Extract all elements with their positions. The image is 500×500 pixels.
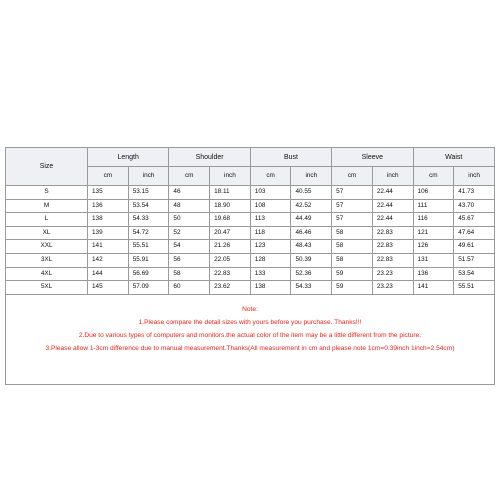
measurement-cell: 48 [169, 199, 210, 213]
measurement-cell: 56.69 [128, 267, 169, 281]
measurement-cell: 22.05 [210, 253, 251, 267]
measurement-cell: 22.44 [372, 199, 413, 213]
measurement-cell: 57 [332, 199, 373, 213]
table-row [6, 267, 495, 281]
table-row [6, 186, 495, 200]
measurement-cell: 141 [413, 281, 454, 295]
measurement-cell: 123 [250, 240, 291, 254]
measurement-cell: 18.11 [210, 186, 251, 200]
table-row [6, 213, 495, 227]
measurement-cell: 18.90 [210, 199, 251, 213]
size-cell: 5XL [6, 281, 88, 295]
measurement-cell: 116 [413, 213, 454, 227]
measurement-cell: 136 [88, 199, 129, 213]
measurement-cell: 44.49 [291, 213, 332, 227]
size-chart-table [5, 147, 495, 385]
unit-inch: inch [372, 167, 413, 186]
measurement-cell: 54.33 [291, 281, 332, 295]
measurement-cell: 19.68 [210, 213, 251, 227]
measurement-cell: 60 [169, 281, 210, 295]
notes-cell [6, 294, 495, 384]
measurement-cell: 22.83 [372, 226, 413, 240]
measurement-cell: 142 [88, 253, 129, 267]
unit-inch: inch [210, 167, 251, 186]
measurement-cell: 128 [250, 253, 291, 267]
shoulder-header: Shoulder [169, 148, 250, 167]
waist-header: Waist [413, 148, 494, 167]
measurement-cell: 145 [88, 281, 129, 295]
measurement-cell: 22.83 [372, 253, 413, 267]
measurement-cell: 138 [250, 281, 291, 295]
size-cell: XXL [6, 240, 88, 254]
measurement-cell: 23.23 [372, 281, 413, 295]
measurement-cell: 46.46 [291, 226, 332, 240]
measurement-cell: 144 [88, 267, 129, 281]
unit-cm: cm [88, 167, 129, 186]
size-cell: S [6, 186, 88, 200]
measurement-cell: 54 [169, 240, 210, 254]
measurement-cell: 58 [169, 267, 210, 281]
measurement-cell: 41.73 [454, 186, 495, 200]
measurement-cell: 135 [88, 186, 129, 200]
measurement-cell: 113 [250, 213, 291, 227]
table-row [6, 240, 495, 254]
unit-inch: inch [291, 167, 332, 186]
note-line-3: 3.Please allow 1-3cm difference due to manual measurement.Thanks(All measurement in cm and please note 1cm=0.39inch 1inch=2.54cm) [45, 344, 455, 352]
measurement-cell: 49.61 [454, 240, 495, 254]
measurement-cell: 55.51 [454, 281, 495, 295]
measurement-cell: 141 [88, 240, 129, 254]
measurement-cell: 108 [250, 199, 291, 213]
unit-cm: cm [413, 167, 454, 186]
measurement-cell: 138 [88, 213, 129, 227]
measurement-cell: 42.52 [291, 199, 332, 213]
measurement-cell: 54.72 [128, 226, 169, 240]
measurement-cell: 21.26 [210, 240, 251, 254]
measurement-cell: 53.54 [128, 199, 169, 213]
measurement-cell: 23.23 [372, 267, 413, 281]
measurement-cell: 55.91 [128, 253, 169, 267]
measurement-cell: 133 [250, 267, 291, 281]
note-line-1: 1.Please compare the detail sizes with yours before you purchase. Thanks!!! [138, 318, 362, 326]
measurement-cell: 22.44 [372, 186, 413, 200]
measurement-cell: 22.44 [372, 213, 413, 227]
measurement-cell: 51.57 [454, 253, 495, 267]
measurement-cell: 53.54 [454, 267, 495, 281]
length-header: Length [88, 148, 169, 167]
size-cell: L [6, 213, 88, 227]
measurement-cell: 126 [413, 240, 454, 254]
measurement-cell: 118 [250, 226, 291, 240]
measurement-cell: 136 [413, 267, 454, 281]
measurement-cell: 111 [413, 199, 454, 213]
measurement-cell: 52.36 [291, 267, 332, 281]
measurement-cell: 46 [169, 186, 210, 200]
measurement-cell: 139 [88, 226, 129, 240]
measurement-cell: 58 [332, 253, 373, 267]
size-cell: 4XL [6, 267, 88, 281]
unit-inch: inch [128, 167, 169, 186]
measurement-cell: 52 [169, 226, 210, 240]
measurement-cell: 58 [332, 240, 373, 254]
table-row [6, 199, 495, 213]
notes-row [6, 294, 495, 384]
measurement-cell: 131 [413, 253, 454, 267]
table-row [6, 253, 495, 267]
measurement-cell: 43.70 [454, 199, 495, 213]
measurement-cell: 40.55 [291, 186, 332, 200]
table-row [6, 281, 495, 295]
table-row [6, 226, 495, 240]
size-cell: 3XL [6, 253, 88, 267]
measurement-cell: 48.43 [291, 240, 332, 254]
size-cell: XL [6, 226, 88, 240]
measurement-cell: 121 [413, 226, 454, 240]
measurement-cell: 50 [169, 213, 210, 227]
measurement-cell: 54.33 [128, 213, 169, 227]
measurement-cell: 20.47 [210, 226, 251, 240]
measurement-cell: 55.51 [128, 240, 169, 254]
measurement-cell: 57 [332, 186, 373, 200]
note-title: Note: [242, 305, 258, 313]
note-line-2: 2.Due to various types of computers and monitors.the actual color of the item may be a little different from the picture. [78, 331, 422, 339]
size-header: Size [6, 148, 88, 186]
measurement-cell: 53.15 [128, 186, 169, 200]
measurement-cell: 57 [332, 213, 373, 227]
measurement-cell: 22.83 [210, 267, 251, 281]
header-group-row [6, 148, 495, 167]
bust-header: Bust [250, 148, 331, 167]
measurement-cell: 50.39 [291, 253, 332, 267]
measurement-cell: 103 [250, 186, 291, 200]
size-cell: M [6, 199, 88, 213]
unit-inch: inch [454, 167, 495, 186]
measurement-cell: 22.83 [372, 240, 413, 254]
measurement-cell: 59 [332, 267, 373, 281]
measurement-cell: 45.67 [454, 213, 495, 227]
measurement-cell: 59 [332, 281, 373, 295]
measurement-cell: 56 [169, 253, 210, 267]
measurement-cell: 106 [413, 186, 454, 200]
measurement-cell: 57.09 [128, 281, 169, 295]
measurement-cell: 58 [332, 226, 373, 240]
measurement-cell: 23.62 [210, 281, 251, 295]
unit-cm: cm [332, 167, 373, 186]
unit-cm: cm [169, 167, 210, 186]
measurement-cell: 47.64 [454, 226, 495, 240]
unit-cm: cm [250, 167, 291, 186]
sleeve-header: Sleeve [332, 148, 413, 167]
